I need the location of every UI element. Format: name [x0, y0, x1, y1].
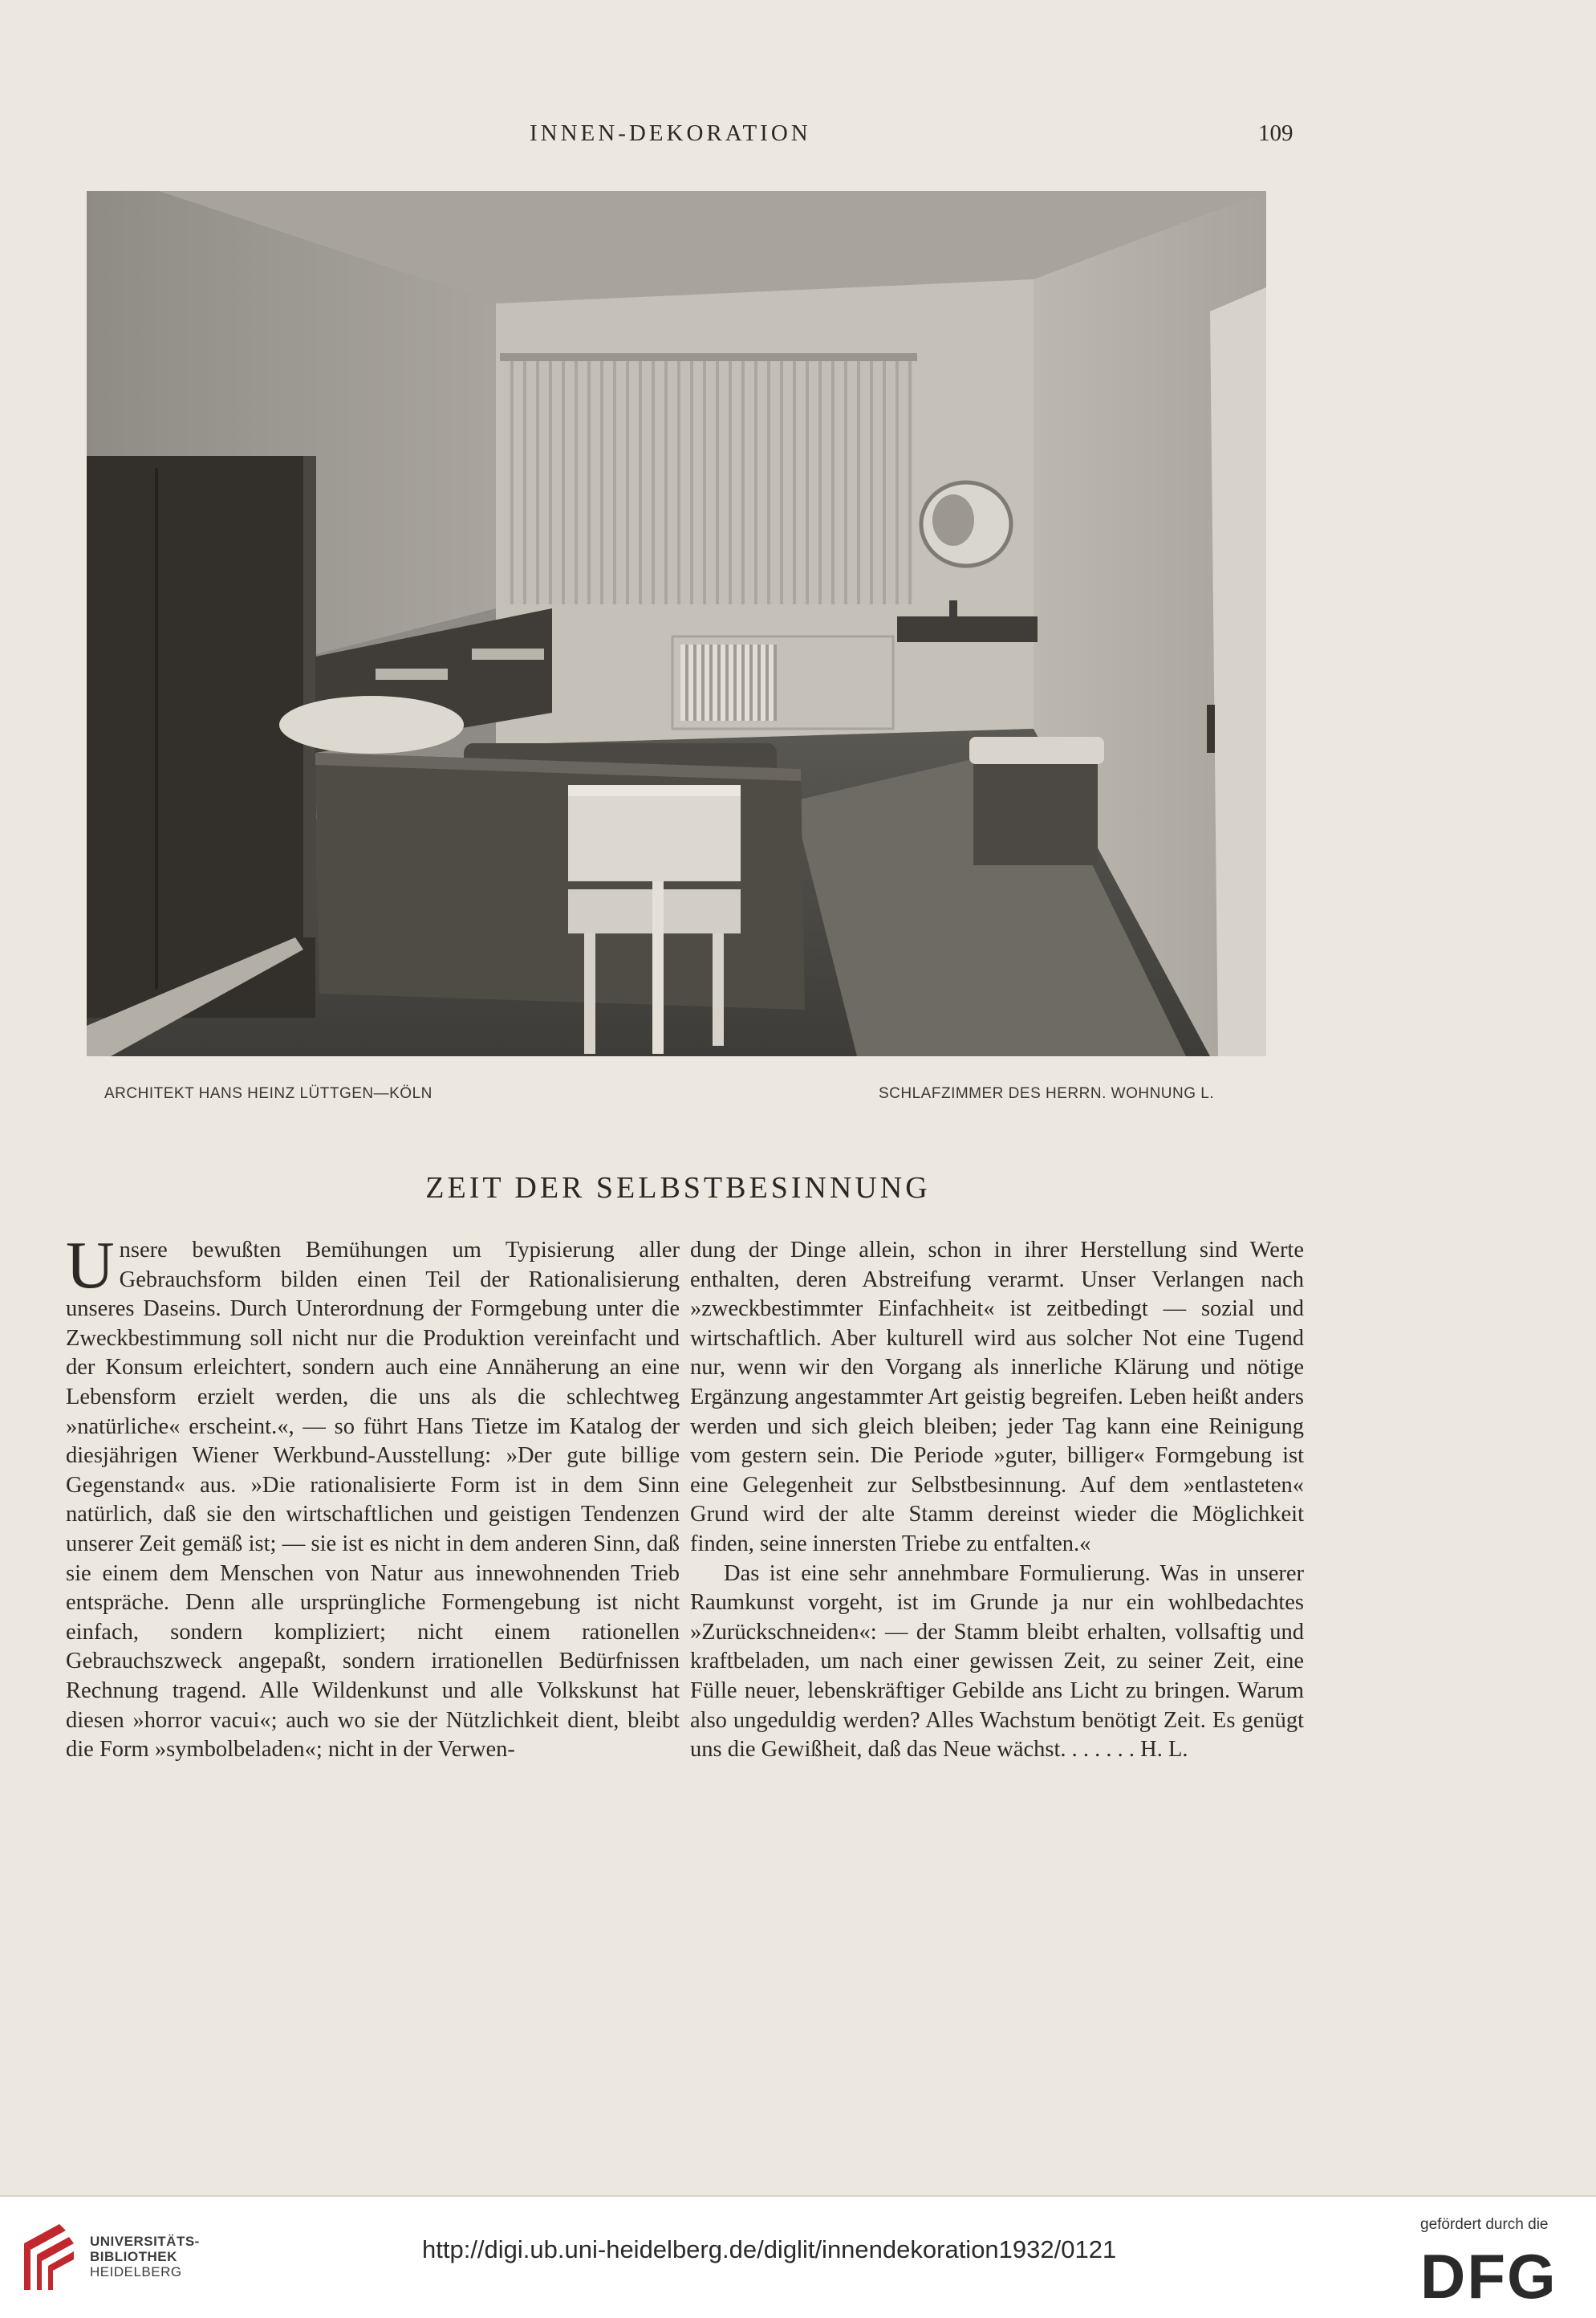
photo-caption-room: SCHLAFZIMMER DES HERRN. WOHNUNG L. — [879, 1085, 1215, 1102]
left-column-text: nsere bewußten Bemühungen um Typisierung aller Gebrauchsform bilden einen Teil der Rationalisierung unseres Daseins. Durch Unterordnung der Formgebung unter die Zweckbestimmung soll nicht nur die Produktion vereinfacht und der Konsum erleichtert, sondern auch eine Annäherung an eine Lebensform erzielt werden, die uns als die schlechtweg »natürliche« erscheint.«, — so führt Hans Tietze im Katalog der diesjährigen Wiener Werkbund-Ausstellung: »Der gute billige Gegenstand« aus. »Die rationalisierte Form ist in dem Sinn natürlich, daß sie den wirtschaftlichen und geistigen Tendenzen unserer Zeit gemäß ist; — sie ist es nicht in dem anderen Sinn, daß sie einem dem Menschen von Natur aus innewohnenden Trieb entspräche. Denn alle ursprüngliche Formengebung ist nicht einfach, sondern kompliziert; nicht einem rationellen Gebrauchszweck angepaßt, sondern irrationellen Bedürfnissen Rechnung tragend. Alle Wildenkunst und alle Volkskunst hat diesen »horror vacui«; auch wo sie der Nützlichkeit dient, bleibt die Form »symbolbeladen«; nicht in der Verwen- — [66, 1238, 680, 1763]
photo-caption-architect: ARCHITEKT HANS HEINZ LÜTTGEN—KÖLN — [104, 1085, 433, 1102]
article-title: ZEIT DER SELBSTBESINNUNG — [425, 1171, 931, 1205]
paragraph — [66, 1228, 680, 1765]
text-column-left — [66, 1228, 680, 1765]
sponsor-label: gefördert durch die — [1420, 2216, 1549, 2233]
university-library-logo-icon — [18, 2219, 77, 2295]
library-line-1: UNIVERSITÄTS- — [90, 2234, 200, 2249]
library-line-2: BIBLIOTHEK — [90, 2249, 177, 2264]
paragraph: Das ist eine sehr annehmbare Formulierung. Was in unserer Raumkunst vorgeht, ist im Grunde ja nur ein wohlbedachtes »Zurückschneiden«: — der Stamm bleibt erhalten, vollsaftig und kraftbeladen, um nach einer gewissen Zeit, zu seiner Zeit, eine Fülle neuer, lebenskräftiger Gebilde ans Licht zu bringen. Warum also ungeduldig werden? Alles Wachstum benötigt Zeit. Es genügt uns die Gewißheit, daß das Neue wächst. . . . . . . H. L. — [690, 1560, 1304, 1763]
page-header — [0, 120, 1596, 152]
university-library-name — [90, 2234, 200, 2279]
permalink-url[interactable]: http://digi.ub.uni-heidelberg.de/diglit/innendekoration1932/0121 — [422, 2235, 1117, 2263]
drop-cap: U — [66, 1228, 115, 1303]
bedroom-photo-illustration — [87, 191, 1266, 1056]
page-number: 109 — [1258, 120, 1293, 146]
library-line-3: HEIDELBERG — [90, 2264, 182, 2279]
paragraph: dung der Dinge allein, schon in ihrer Herstellung sind Werte enthalten, deren Abstreifung verarmt. Unser Verlangen nach »zweckbestimmter Einfachheit« ist zeitbedingt — sozial und wirtschaftlich. Aber kulturell wird aus solcher Not eine Tugend nur, wenn wir den Vorgang als innerliche Klärung und nötige Ergänzung angestammter Art geistig begreifen. Leben heißt anders werden und sich gleich bleiben; jeder Tag kann eine Reinigung vom gestern sein. Die Periode »guter, billiger« Formgebung ist eine Gelegenheit zur Selbstbesinnung. Auf dem »entlasteten« Grund wird der alte Stamm dereinst wieder die Möglichkeit finden, seine innersten Triebe zu entfalten.« — [690, 1238, 1304, 1556]
running-title: INNEN-DEKORATION — [530, 120, 811, 146]
digitization-footer — [0, 2195, 1596, 2318]
text-column-right — [690, 1236, 1304, 1765]
bedroom-photograph — [87, 191, 1266, 1056]
dfg-logo: DFG — [1420, 2241, 1557, 2312]
